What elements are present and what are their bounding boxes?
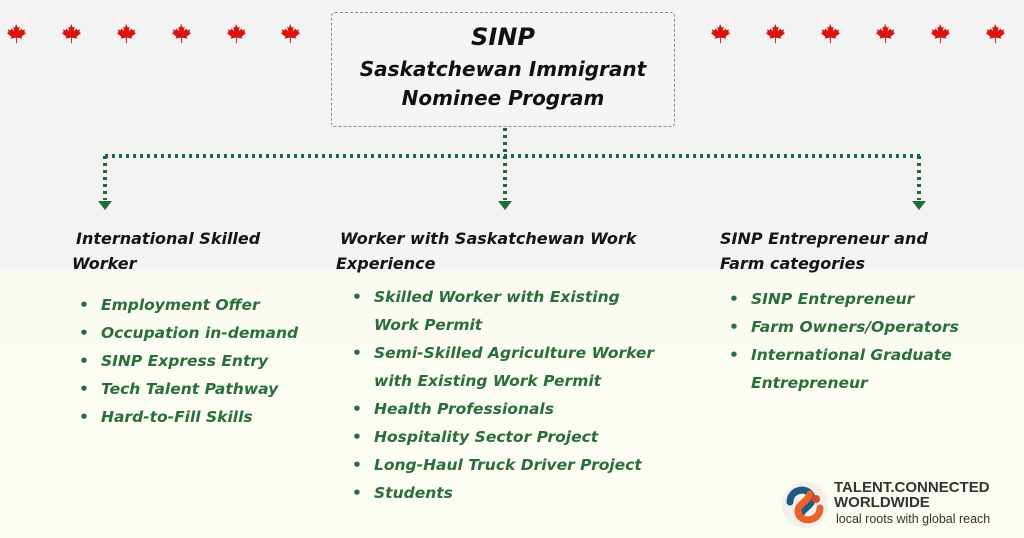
stream-list xyxy=(79,291,319,431)
logo-tagline: local roots with global reach xyxy=(836,512,991,526)
logo-emblem-icon xyxy=(780,480,830,530)
logo-name-line2: WORLDWIDE xyxy=(834,494,930,511)
list-item: • Employment Offer xyxy=(79,291,319,319)
list-item: • Tech Talent Pathway xyxy=(79,375,319,403)
arrow-down-icon xyxy=(98,201,112,210)
program-name-line1: Saskatchewan Immigrant xyxy=(359,57,647,81)
list-item: • Long-Haul Truck Driver Project xyxy=(352,451,657,479)
list-item: • Hospitality Sector Project xyxy=(352,423,657,451)
category-heading xyxy=(72,226,260,276)
list-item: • SINP Entrepreneur xyxy=(729,285,969,313)
company-logo xyxy=(780,478,1020,532)
program-name-line2: Nominee Program xyxy=(401,86,605,110)
list-item: • Farm Owners/Operators xyxy=(729,313,969,341)
heading-line: Experience xyxy=(336,254,436,273)
arrow-down-icon xyxy=(498,201,512,210)
category-heading xyxy=(336,226,636,276)
list-item: • International Graduate Entrepreneur xyxy=(729,341,969,397)
category-heading xyxy=(720,226,928,276)
heading-line: Farm categories xyxy=(720,254,865,273)
list-item: • SINP Express Entry xyxy=(79,347,319,375)
heading-line: Worker xyxy=(72,254,137,273)
branch-connector xyxy=(0,0,1024,220)
list-item: • Occupation in-demand xyxy=(79,319,319,347)
list-item: • Students xyxy=(352,479,657,507)
program-acronym: SINP xyxy=(471,23,535,51)
arrow-down-icon xyxy=(912,201,926,210)
list-item: • Skilled Worker with Existing Work Permit xyxy=(352,283,657,339)
heading-line: International Skilled xyxy=(76,229,261,248)
stream-list xyxy=(729,285,969,397)
heading-line: Worker with Saskatchewan Work xyxy=(340,229,637,248)
list-item: • Hard-to-Fill Skills xyxy=(79,403,319,431)
heading-line: SINP Entrepreneur and xyxy=(720,229,928,248)
list-item: • Semi-Skilled Agriculture Worker with Existing Work Permit xyxy=(352,339,657,395)
stream-list xyxy=(352,283,657,507)
logo-name-line1: TALENT.CONNECTED xyxy=(834,479,990,496)
list-item: • Health Professionals xyxy=(352,395,657,423)
